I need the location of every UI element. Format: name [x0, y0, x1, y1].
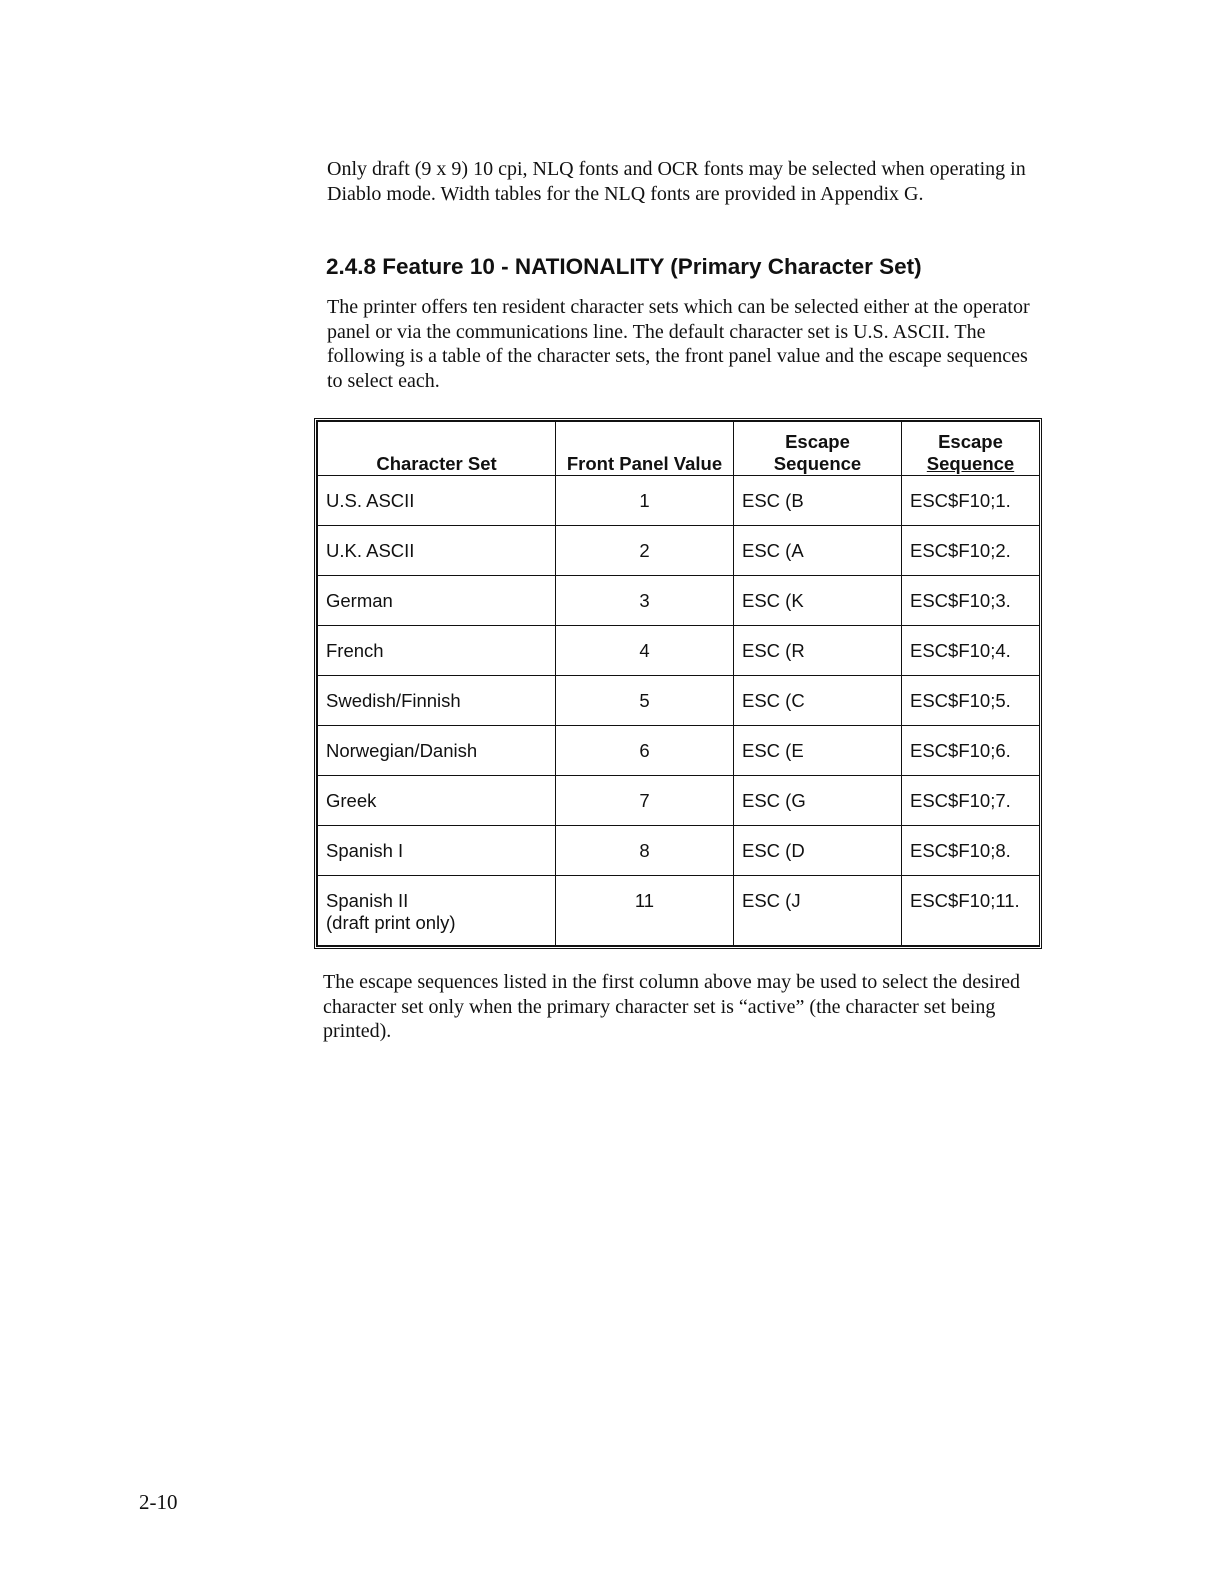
cell-escape-sequence-2: ESC$F10;8. [902, 826, 1040, 876]
cell-escape-sequence-1: ESC (J [734, 876, 902, 946]
cell-character-set: Greek [318, 776, 556, 826]
cell-escape-sequence-1: ESC (K [734, 576, 902, 626]
cell-character-set: Swedish/Finnish [318, 676, 556, 726]
cell-escape-sequence-2: ESC$F10;1. [902, 476, 1040, 526]
cell-front-panel-value: 3 [556, 576, 734, 626]
table-row [318, 676, 1040, 726]
table-row [318, 726, 1040, 776]
cell-character-set: French [318, 626, 556, 676]
header-character-set: Character Set [318, 422, 556, 476]
cell-escape-sequence-2: ESC$F10;5. [902, 676, 1040, 726]
cell-escape-sequence-1: ESC (C [734, 676, 902, 726]
table-row [318, 526, 1040, 576]
cell-note: (draft print only) [326, 912, 456, 933]
cell-front-panel-value: 2 [556, 526, 734, 576]
cell-escape-sequence-2: ESC$F10;7. [902, 776, 1040, 826]
cell-escape-sequence-1: ESC (A [734, 526, 902, 576]
table-row [318, 576, 1040, 626]
cell-front-panel-value: 8 [556, 826, 734, 876]
table-header-row [318, 422, 1040, 476]
header-escape-sequence-2: Escape Sequence [902, 422, 1040, 476]
header-front-panel-value: Front Panel Value [556, 422, 734, 476]
cell-escape-sequence-2: ESC$F10;4. [902, 626, 1040, 676]
character-set-table [314, 418, 1042, 949]
cell-front-panel-value: 1 [556, 476, 734, 526]
cell-character-set: Spanish I [318, 826, 556, 876]
cell-front-panel-value: 6 [556, 726, 734, 776]
intro-paragraph: Only draft (9 x 9) 10 cpi, NLQ fonts and OCR fonts may be selected when operating in Diablo mode. Width tables for the NLQ fonts are provided in Appendix G. [327, 158, 1026, 205]
cell-character-set: German [318, 576, 556, 626]
cell-character-set: Spanish II (draft print only) [318, 876, 556, 946]
cell-front-panel-value: 5 [556, 676, 734, 726]
page-number: 2-10 [139, 1490, 178, 1514]
table-row [318, 626, 1040, 676]
header-escape-sequence-1: Escape Sequence [734, 422, 902, 476]
cell-escape-sequence-2: ESC$F10;11. [902, 876, 1040, 946]
cell-front-panel-value: 7 [556, 776, 734, 826]
cell-character-set: U.K. ASCII [318, 526, 556, 576]
table-row [318, 826, 1040, 876]
cell-escape-sequence-1: ESC (E [734, 726, 902, 776]
section-paragraph: The printer offers ten resident character sets which can be selected either at the operator panel or via the communications line. The default character set is U.S. ASCII. The following is a table of the character sets, the front panel value and the escape sequences to select each. [327, 296, 1030, 392]
cell-front-panel-value: 4 [556, 626, 734, 676]
cell-character-set: Norwegian/Danish [318, 726, 556, 776]
cell-escape-sequence-2: ESC$F10;2. [902, 526, 1040, 576]
table-row [318, 776, 1040, 826]
cell-character-set: U.S. ASCII [318, 476, 556, 526]
cell-escape-sequence-1: ESC (D [734, 826, 902, 876]
cell-escape-sequence-1: ESC (G [734, 776, 902, 826]
after-table-paragraph: The escape sequences listed in the first column above may be used to select the desired character set only when the primary character set is “active” (the character set being printed). [323, 971, 1020, 1042]
cell-escape-sequence-2: ESC$F10;6. [902, 726, 1040, 776]
section-heading: 2.4.8 Feature 10 - NATIONALITY (Primary Character Set) [326, 254, 922, 279]
cell-escape-sequence-2: ESC$F10;3. [902, 576, 1040, 626]
table-row [318, 476, 1040, 526]
cell-front-panel-value: 11 [556, 876, 734, 946]
cell-escape-sequence-1: ESC (R [734, 626, 902, 676]
table-row [318, 876, 1040, 946]
cell-escape-sequence-1: ESC (B [734, 476, 902, 526]
